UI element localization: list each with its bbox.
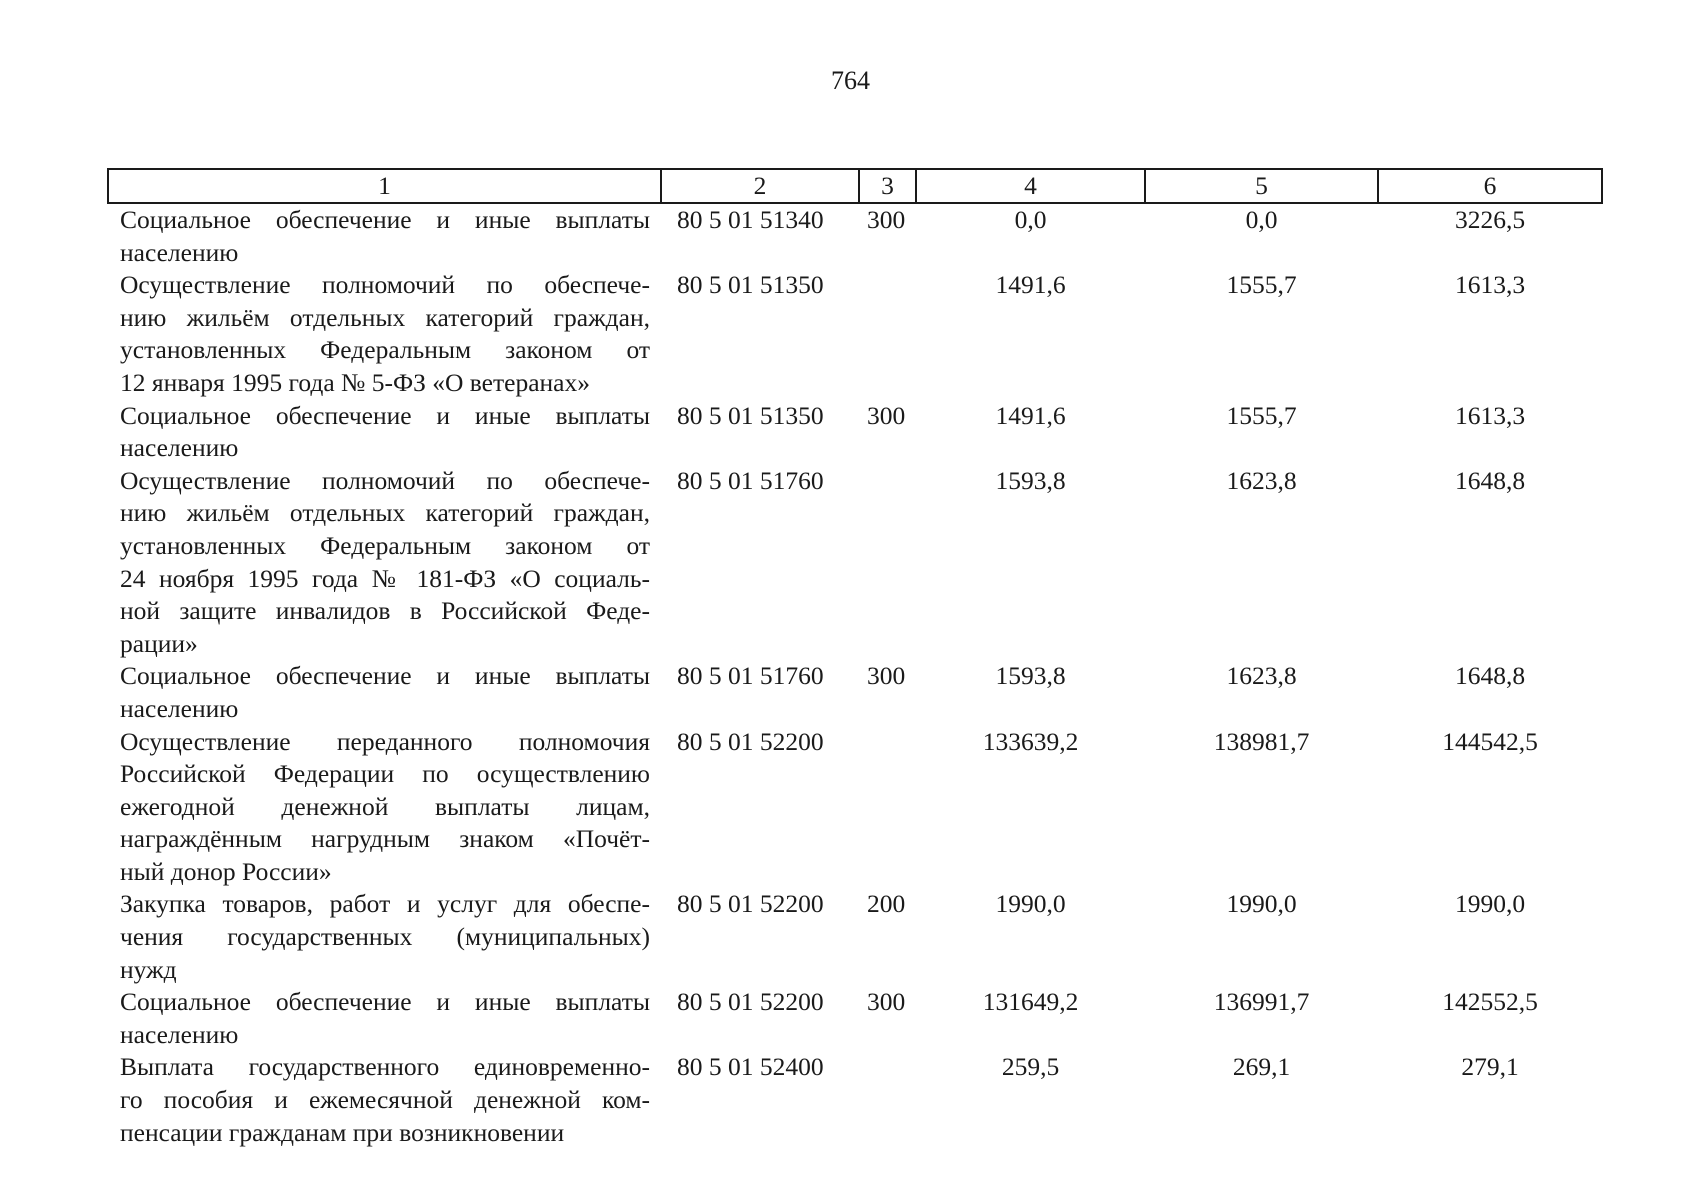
row-name-line: установленных Федеральным законом от [120,335,650,365]
row-name-line: Выплата государственного единовременно- [120,1052,650,1082]
row-value-col5: 269,1 [1232,1052,1291,1082]
row-name-line: Закупка товаров, работ и услуг для обеспе- [120,889,650,919]
row-expense-type: 300 [867,987,906,1017]
row-name [108,269,661,399]
row-name-line: Осуществление полномочий по обеспече- [120,270,650,300]
row-value-col6: 279,1 [1461,1052,1519,1082]
row-value-col5: 136991,7 [1213,987,1310,1017]
row-name-line: Социальное обеспечение и иные выплаты [120,205,650,234]
row-code: 80 5 01 52400 [677,1052,824,1082]
row-name [108,888,661,986]
header-col-5: 5 [1145,169,1378,203]
row-name-line: нужд [120,954,177,984]
row-expense-type: 300 [867,205,906,234]
row-name-line: Осуществление переданного полномочия [120,726,650,756]
row-expense-type: 200 [867,889,906,919]
row-expense-type [859,465,916,661]
row-code: 80 5 01 51760 [677,465,824,495]
row-value-col4: 1593,8 [995,465,1066,495]
row-name [108,400,661,465]
row-name [108,465,661,661]
row-code: 80 5 01 51760 [677,661,824,691]
table-row [108,1051,1602,1149]
row-code: 80 5 01 51350 [677,400,824,430]
row-name-line: 12 января 1995 года № 5-ФЗ «О ветеранах» [120,367,590,397]
row-name-line: 24 ноября 1995 года № 181-ФЗ «О социаль- [120,563,650,593]
row-name-line: нию жильём отдельных категорий граждан, [120,498,650,528]
row-value-col4: 133639,2 [982,726,1079,756]
row-name [108,986,661,1051]
row-value-col6: 1613,3 [1454,400,1526,430]
row-name-line: ежегодной денежной выплаты лицам, [120,791,650,821]
row-value-col6: 1613,3 [1454,270,1526,300]
row-code: 80 5 01 52200 [677,889,824,919]
row-name-line: награждённым нагрудным знаком «Почёт- [120,824,650,854]
row-value-col5: 138981,7 [1213,726,1310,756]
row-expense-type [859,269,916,399]
row-name [108,726,661,889]
row-value-col4: 1990,0 [995,889,1066,919]
row-value-col6: 144542,5 [1442,726,1538,756]
header-col-2: 2 [661,169,859,203]
row-value-col5: 1990,0 [1226,889,1297,919]
row-name-line: Социальное обеспечение и иные выплаты [120,661,650,691]
row-value-col5: 1555,7 [1226,400,1297,430]
row-value-col5: 1623,8 [1226,465,1297,495]
header-col-4: 4 [916,169,1145,203]
row-name-line: установленных Федеральным законом от [120,530,650,560]
row-name-line: населению [120,237,239,267]
table-row [108,726,1602,889]
row-name-line: Социальное обеспечение и иные выплаты [120,400,650,430]
table-row [108,269,1602,399]
table-row [108,986,1602,1051]
row-expense-type [859,726,916,889]
row-name-line: населению [120,433,239,463]
row-name-line: чения государственных (муниципальных) [120,922,650,952]
row-value-col6: 142552,5 [1442,987,1538,1017]
row-name-line: Российской Федерации по осуществлению [120,759,650,789]
row-value-col4: 1491,6 [995,270,1066,300]
table-row [108,465,1602,661]
row-code: 80 5 01 51350 [677,270,824,300]
row-value-col6: 1648,8 [1454,465,1526,495]
header-row [108,169,1602,203]
table-row [108,203,1602,269]
row-name-line: ной защите инвалидов в Российской Феде- [120,596,650,626]
row-name [108,660,661,725]
row-value-col6: 1648,8 [1454,661,1526,691]
header-col-3: 3 [859,169,916,203]
row-expense-type: 300 [867,400,906,430]
row-code: 80 5 01 51340 [677,205,824,234]
table-row [108,888,1602,986]
row-name-line: нию жильём отдельных категорий граждан, [120,302,650,332]
row-value-col5: 1623,8 [1226,661,1297,691]
header-col-1: 1 [108,169,661,203]
row-value-col5: 1555,7 [1226,270,1297,300]
row-name-line: Социальное обеспечение и иные выплаты [120,987,650,1017]
table-header [108,169,1602,203]
row-name-line: пенсации гражданам при возникновении [120,1117,565,1147]
row-code: 80 5 01 52200 [677,987,824,1017]
row-value-col4: 1491,6 [995,400,1066,430]
header-col-6: 6 [1378,169,1602,203]
row-name-line: Осуществление полномочий по обеспече- [120,465,650,495]
row-name-line: населению [120,693,239,723]
row-name-line: рации» [120,628,198,658]
row-value-col4: 131649,2 [982,987,1079,1017]
row-name [108,1051,661,1149]
row-value-col5: 0,0 [1245,205,1278,234]
row-value-col4: 1593,8 [995,661,1066,691]
row-name-line: го пособия и ежемесячной денежной ком- [120,1085,650,1115]
row-code: 80 5 01 52200 [677,726,824,756]
row-name-line: населению [120,1019,239,1049]
budget-table [107,168,1603,1149]
row-value-col6: 3226,5 [1454,205,1526,234]
page-number: 764 [831,66,870,95]
row-expense-type: 300 [867,661,906,691]
row-name [108,203,661,269]
table-row [108,660,1602,725]
table-body [108,203,1602,1149]
row-name-line: ный донор России» [120,856,332,886]
row-expense-type [859,1051,916,1149]
table-row [108,400,1602,465]
row-value-col4: 0,0 [1014,205,1047,234]
row-value-col4: 259,5 [1001,1052,1060,1082]
row-value-col6: 1990,0 [1454,889,1526,919]
